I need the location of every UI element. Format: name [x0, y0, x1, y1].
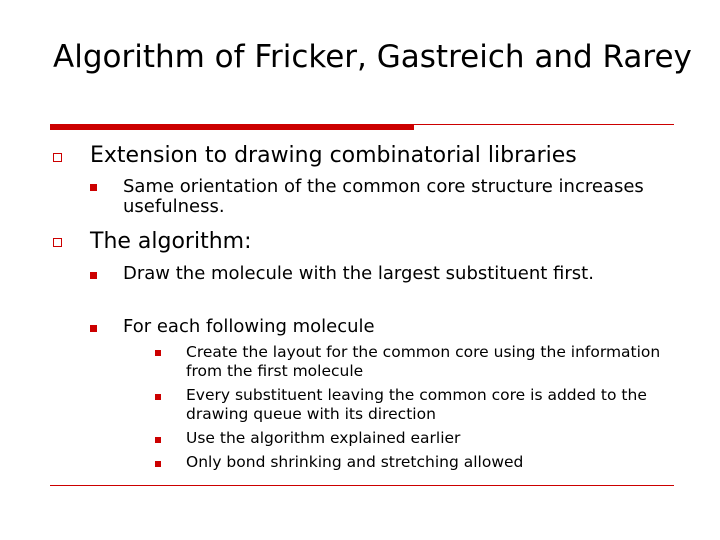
square-bullet-icon — [155, 437, 161, 443]
sub-bullet-each-molecule: For each following molecule — [123, 316, 375, 337]
bullet-extension: Extension to drawing combinatorial libraries — [90, 143, 577, 168]
square-bullet-icon — [90, 325, 97, 332]
hollow-square-bullet-icon — [53, 153, 62, 162]
square-bullet-icon — [90, 184, 97, 191]
square-bullet-icon — [90, 272, 97, 279]
slide-title: Algorithm of Fricker, Gastreich and Rarey — [53, 39, 692, 75]
sub-bullet-orientation: Same orientation of the common core structure increases usefulness. — [123, 176, 644, 217]
sub-sub-bullet-bond-shrinking: Only bond shrinking and stretching allowed — [186, 453, 524, 471]
square-bullet-icon — [155, 461, 161, 467]
sub-sub-bullet-create-layout: Create the layout for the common core using the information from the first molecule — [186, 343, 661, 380]
hollow-square-bullet-icon — [53, 238, 62, 247]
sub-bullet-draw-molecule: Draw the molecule with the largest substituent first. — [123, 263, 594, 284]
bullet-algorithm: The algorithm: — [90, 229, 252, 254]
sub-sub-bullet-substituent-queue: Every substituent leaving the common core is added to the drawing queue with its direction — [186, 386, 647, 423]
square-bullet-icon — [155, 350, 161, 356]
square-bullet-icon — [155, 394, 161, 400]
title-rule-thin — [414, 124, 674, 125]
sub-sub-bullet-use-algorithm: Use the algorithm explained earlier — [186, 429, 461, 447]
footer-rule — [50, 485, 674, 486]
title-rule-thick — [50, 124, 414, 130]
